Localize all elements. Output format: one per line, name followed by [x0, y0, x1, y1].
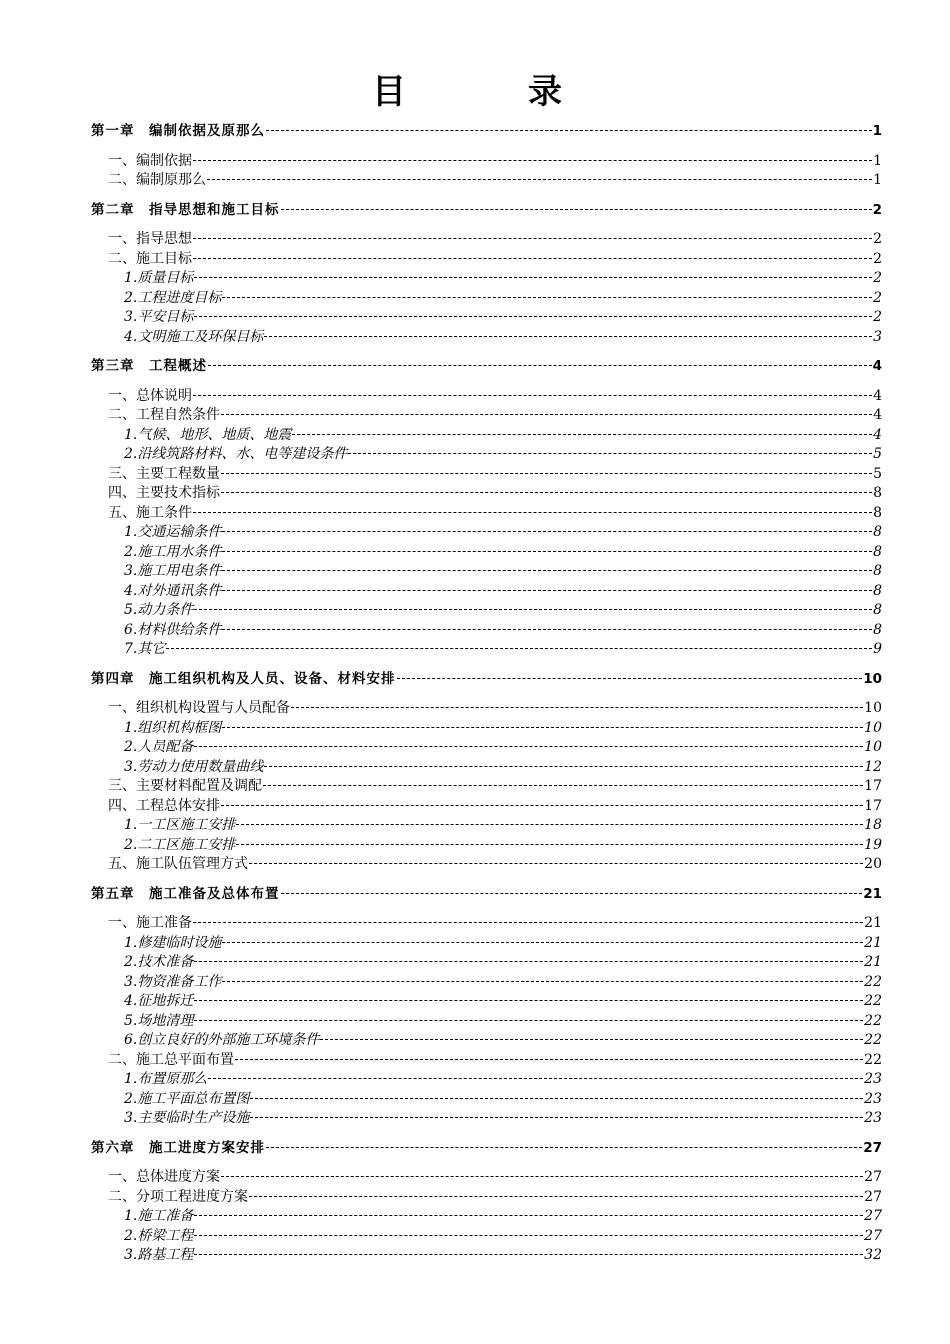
- toc-page-number: 4: [872, 358, 882, 374]
- toc-page-number: 21: [864, 915, 882, 931]
- toc-page-number: 27: [864, 1227, 882, 1244]
- dot-leader: [208, 1078, 863, 1079]
- toc-page-number: 4: [873, 426, 882, 443]
- toc-entry-title: 一、施工准备: [108, 915, 192, 931]
- toc-page-number: 3: [873, 328, 882, 345]
- toc-section-entry[interactable]: [108, 387, 882, 406]
- toc-subsection-entry[interactable]: [124, 1227, 882, 1246]
- toc-page-number: 23: [864, 1090, 882, 1107]
- toc-chapter-entry[interactable]: [91, 122, 882, 141]
- toc-entry-title: 1.交通运输条件: [124, 524, 222, 540]
- toc-entry-title: 1.组织机构框图: [124, 719, 222, 736]
- toc-entry-title: 第一章 编制依据及原那么: [91, 123, 265, 139]
- toc-subsection-entry[interactable]: [124, 816, 882, 835]
- toc-subsection-entry[interactable]: [124, 934, 882, 953]
- dot-leader: [166, 648, 872, 649]
- toc-page-number: 5: [873, 446, 882, 462]
- toc-page-number: 10: [864, 739, 882, 755]
- toc-entry-title: 7.其它: [124, 641, 166, 657]
- toc-subsection-entry[interactable]: [124, 758, 882, 777]
- toc-entry-title: 三、主要材料配置及调配: [108, 778, 262, 794]
- toc-page-number: 8: [873, 524, 882, 540]
- dot-leader: [194, 746, 863, 747]
- toc-entry-title: 二、编制原那么: [108, 172, 206, 188]
- toc-chapter-entry[interactable]: [91, 670, 882, 689]
- toc-section-entry[interactable]: [108, 465, 882, 484]
- toc-entry-title: 4.对外通讯条件: [124, 582, 222, 599]
- dot-leader: [264, 766, 863, 767]
- toc-section-entry[interactable]: [108, 504, 882, 523]
- toc-chapter-entry[interactable]: [91, 885, 882, 904]
- dot-leader: [193, 512, 872, 513]
- dot-leader: [249, 863, 863, 864]
- dot-leader: [194, 961, 863, 962]
- dot-leader: [249, 1196, 863, 1197]
- toc-entry-title: 二、施工目标: [108, 250, 192, 267]
- toc-page-number: 18: [864, 817, 882, 833]
- toc-page-number: 2: [872, 201, 882, 218]
- toc-entry-title: 1.气候、地形、地质、地震: [124, 426, 292, 443]
- dot-leader: [348, 453, 872, 454]
- toc-entry-title: 4.征地拆迁: [124, 993, 194, 1009]
- toc-section-entry[interactable]: [108, 1188, 882, 1207]
- toc-page-number: 27: [864, 1169, 882, 1185]
- page-title: 目 录: [372, 72, 606, 112]
- dot-leader: [208, 365, 872, 366]
- dot-leader: [250, 1117, 863, 1118]
- dot-leader: [397, 678, 863, 679]
- toc-entry-title: 1.施工准备: [124, 1208, 194, 1224]
- toc-section-entry[interactable]: [108, 914, 882, 933]
- toc-page-number: 22: [864, 1032, 882, 1048]
- toc-subsection-entry[interactable]: [124, 953, 882, 972]
- toc-page-number: 2: [873, 289, 882, 306]
- toc-entry-title: 第二章 指导思想和施工目标: [91, 201, 280, 218]
- toc-entry-title: 2.沿线筑路材料、水、电等建设条件: [124, 446, 348, 462]
- toc-page-number: 1: [872, 123, 882, 139]
- toc-entry-title: 第六章 施工进度方案安排: [91, 1139, 265, 1156]
- toc-section-entry[interactable]: [108, 777, 882, 796]
- toc-entry-title: 一、编制依据: [108, 152, 192, 169]
- dot-leader: [264, 336, 872, 337]
- toc-entry-title: 第四章 施工组织机构及人员、设备、材料安排: [91, 670, 396, 687]
- toc-entry-title: 1.质量目标: [124, 270, 194, 286]
- toc-page-number: 4: [873, 387, 882, 404]
- toc-subsection-entry[interactable]: [124, 719, 882, 738]
- toc-section-entry[interactable]: [108, 797, 882, 816]
- toc-page-number: 22: [864, 1051, 882, 1068]
- dot-leader: [194, 1254, 863, 1255]
- toc-subsection-entry[interactable]: [124, 621, 882, 640]
- toc-entry-title: 2.技术准备: [124, 954, 194, 970]
- toc-subsection-entry[interactable]: [124, 1090, 882, 1109]
- toc-page-number: 8: [873, 563, 882, 579]
- dot-leader: [194, 277, 872, 278]
- dot-leader: [320, 1039, 863, 1040]
- toc-entry-title: 五、施工队伍管理方式: [108, 856, 248, 872]
- dot-leader: [292, 434, 872, 435]
- toc-subsection-entry[interactable]: [124, 1070, 882, 1089]
- toc-entry-title: 一、指导思想: [108, 231, 192, 247]
- toc-page-number: 22: [864, 1012, 882, 1029]
- toc-entry-title: 3.施工用电条件: [124, 563, 222, 579]
- toc-subsection-entry[interactable]: [124, 1246, 882, 1265]
- toc-entry-title: 3.劳动力使用数量曲线: [124, 758, 264, 775]
- toc-page-number: 2: [873, 250, 882, 267]
- toc-entry-title: 一、组织机构设置与人员配备: [108, 700, 290, 716]
- toc-page-number: 22: [864, 973, 882, 990]
- toc-subsection-entry[interactable]: [124, 640, 882, 659]
- toc-page-number: 19: [864, 836, 882, 853]
- toc-entry-title: 一、总体进度方案: [108, 1169, 220, 1185]
- toc-entry-title: 二、工程自然条件: [108, 407, 220, 423]
- toc-section-entry[interactable]: [108, 171, 882, 190]
- toc-page-number: 21: [864, 934, 882, 951]
- toc-page-number: 2: [873, 309, 882, 325]
- toc-entry-title: 2.人员配备: [124, 739, 194, 755]
- toc-entry-title: 三、主要工程数量: [108, 465, 220, 482]
- toc-page-number: 10: [864, 719, 882, 736]
- toc-subsection-entry[interactable]: [124, 308, 882, 327]
- toc-subsection-entry[interactable]: [124, 836, 882, 855]
- toc-entry-title: 四、工程总体安排: [108, 797, 220, 814]
- toc-entry-title: 3.路基工程: [124, 1247, 194, 1263]
- dot-leader: [235, 1059, 863, 1060]
- toc-subsection-entry[interactable]: [124, 1109, 882, 1128]
- toc-page-number: 1: [873, 152, 882, 169]
- toc-subsection-entry[interactable]: [124, 973, 882, 992]
- dot-leader: [193, 238, 872, 239]
- dot-leader: [250, 1098, 863, 1099]
- dot-leader: [193, 922, 863, 923]
- toc-page-number: 8: [873, 485, 882, 501]
- toc-page-number: 32: [864, 1247, 882, 1263]
- toc-page-number: 23: [864, 1071, 882, 1087]
- toc-section-entry[interactable]: [108, 152, 882, 171]
- toc-entry-title: 四、主要技术指标: [108, 485, 220, 501]
- dot-leader: [193, 395, 872, 396]
- toc-subsection-entry[interactable]: [124, 328, 882, 347]
- dot-leader: [194, 316, 872, 317]
- toc-section-entry[interactable]: [108, 1051, 882, 1070]
- toc-entry-title: 3.物资准备工作: [124, 973, 222, 990]
- toc-subsection-entry[interactable]: [124, 1207, 882, 1226]
- toc-entry-title: 3.平安目标: [124, 309, 194, 325]
- dot-leader: [221, 414, 872, 415]
- dot-leader: [222, 297, 872, 298]
- toc-page-number: 8: [873, 582, 882, 599]
- toc-section-entry[interactable]: [108, 1168, 882, 1187]
- dot-leader: [194, 1020, 863, 1021]
- dot-leader: [221, 1176, 863, 1177]
- toc-entry-title: 2.施工用水条件: [124, 543, 222, 560]
- toc-page-number: 27: [864, 1188, 882, 1205]
- toc-page-number: 8: [873, 602, 882, 618]
- dot-leader: [263, 785, 863, 786]
- toc-entry-title: 2.工程进度目标: [124, 289, 222, 306]
- dot-leader: [193, 258, 872, 259]
- dot-leader: [193, 160, 872, 161]
- toc-page-number: 8: [873, 504, 882, 521]
- toc-chapter-entry[interactable]: [91, 201, 882, 220]
- toc-page-number: 1: [873, 172, 882, 188]
- toc-section-entry[interactable]: [108, 230, 882, 249]
- toc-entry-title: 2.桥梁工程: [124, 1227, 194, 1244]
- toc-subsection-entry[interactable]: [124, 523, 882, 542]
- toc-entry-title: 5.场地清理: [124, 1012, 194, 1029]
- toc-entry-title: 二、施工总平面布置: [108, 1051, 234, 1068]
- toc-entry-title: 1.布置原那么: [124, 1071, 208, 1087]
- toc-section-entry[interactable]: [108, 855, 882, 874]
- toc-page-number: 22: [864, 993, 882, 1009]
- dot-leader: [222, 727, 863, 728]
- toc-subsection-entry[interactable]: [124, 445, 882, 464]
- dot-leader: [281, 893, 863, 894]
- dot-leader: [221, 805, 863, 806]
- toc-entry-title: 五、施工条件: [108, 504, 192, 521]
- toc-subsection-entry[interactable]: [124, 1012, 882, 1031]
- dot-leader: [222, 590, 872, 591]
- dot-leader: [222, 942, 863, 943]
- toc-page-number: 12: [864, 758, 882, 775]
- toc-page-number: 10: [863, 670, 882, 687]
- toc-chapter-entry[interactable]: [91, 357, 882, 376]
- dot-leader: [236, 824, 863, 825]
- dot-leader: [291, 707, 863, 708]
- toc-page-number: 17: [864, 778, 882, 794]
- toc-page-number: 27: [863, 1139, 882, 1156]
- toc-page-number: 5: [873, 465, 882, 482]
- toc-page-number: 17: [864, 797, 882, 814]
- toc-subsection-entry[interactable]: [124, 289, 882, 308]
- toc-subsection-entry[interactable]: [124, 582, 882, 601]
- toc-entry-title: 2.施工平面总布置图: [124, 1090, 250, 1107]
- dot-leader: [194, 1235, 863, 1236]
- toc-subsection-entry[interactable]: [124, 1031, 882, 1050]
- toc-page-number: 8: [873, 621, 882, 638]
- dot-leader: [281, 209, 872, 210]
- toc-section-entry[interactable]: [108, 699, 882, 718]
- toc-subsection-entry[interactable]: [124, 738, 882, 757]
- dot-leader: [221, 473, 872, 474]
- toc-entry-title: 2.二工区施工安排: [124, 836, 236, 853]
- dot-leader: [266, 130, 872, 131]
- dot-leader: [194, 1000, 863, 1001]
- dot-leader: [207, 179, 872, 180]
- toc-entry-title: 1.一工区施工安排: [124, 817, 236, 833]
- toc-subsection-entry[interactable]: [124, 543, 882, 562]
- toc-entry-title: 一、总体说明: [108, 387, 192, 404]
- toc-entry-title: 第三章 工程概述: [91, 358, 207, 374]
- dot-leader: [266, 1147, 862, 1148]
- dot-leader: [221, 492, 872, 493]
- toc-page-number: 4: [873, 407, 882, 423]
- toc-subsection-entry[interactable]: [124, 601, 882, 620]
- toc-page-number: 2: [873, 270, 882, 286]
- toc-page-number: 21: [863, 885, 882, 902]
- dot-leader: [236, 844, 863, 845]
- toc-entry-title: 6.材料供给条件: [124, 621, 222, 638]
- toc-page-number: 8: [873, 543, 882, 560]
- toc-subsection-entry[interactable]: [124, 426, 882, 445]
- toc-entry-title: 3.主要临时生产设施: [124, 1110, 250, 1126]
- toc-section-entry[interactable]: [108, 250, 882, 269]
- toc-page-number: 21: [864, 954, 882, 970]
- toc-section-entry[interactable]: [108, 484, 882, 503]
- toc-subsection-entry[interactable]: [124, 562, 882, 581]
- toc-page-number: 23: [864, 1110, 882, 1126]
- toc-page-number: 27: [864, 1208, 882, 1224]
- toc-section-entry[interactable]: [108, 406, 882, 425]
- toc-entry-title: 4.文明施工及环保目标: [124, 328, 264, 345]
- dot-leader: [222, 531, 872, 532]
- dot-leader: [194, 609, 872, 610]
- toc-chapter-entry[interactable]: [91, 1139, 882, 1158]
- toc-page-number: 2: [873, 231, 882, 247]
- toc-page-number: 9: [873, 641, 882, 657]
- toc-page-number: 20: [864, 856, 882, 872]
- toc-entry-title: 5.动力条件: [124, 602, 194, 618]
- dot-leader: [222, 629, 872, 630]
- toc-entry-title: 二、分项工程进度方案: [108, 1188, 248, 1205]
- dot-leader: [222, 570, 872, 571]
- toc-subsection-entry[interactable]: [124, 992, 882, 1011]
- toc-entry-title: 1.修建临时设施: [124, 934, 222, 951]
- toc-entry-title: 6.创立良好的外部施工环境条件: [124, 1032, 320, 1048]
- dot-leader: [222, 551, 872, 552]
- toc-subsection-entry[interactable]: [124, 269, 882, 288]
- dot-leader: [194, 1215, 863, 1216]
- toc-page-number: 10: [864, 700, 882, 716]
- dot-leader: [222, 981, 863, 982]
- toc-entry-title: 第五章 施工准备及总体布置: [91, 885, 280, 902]
